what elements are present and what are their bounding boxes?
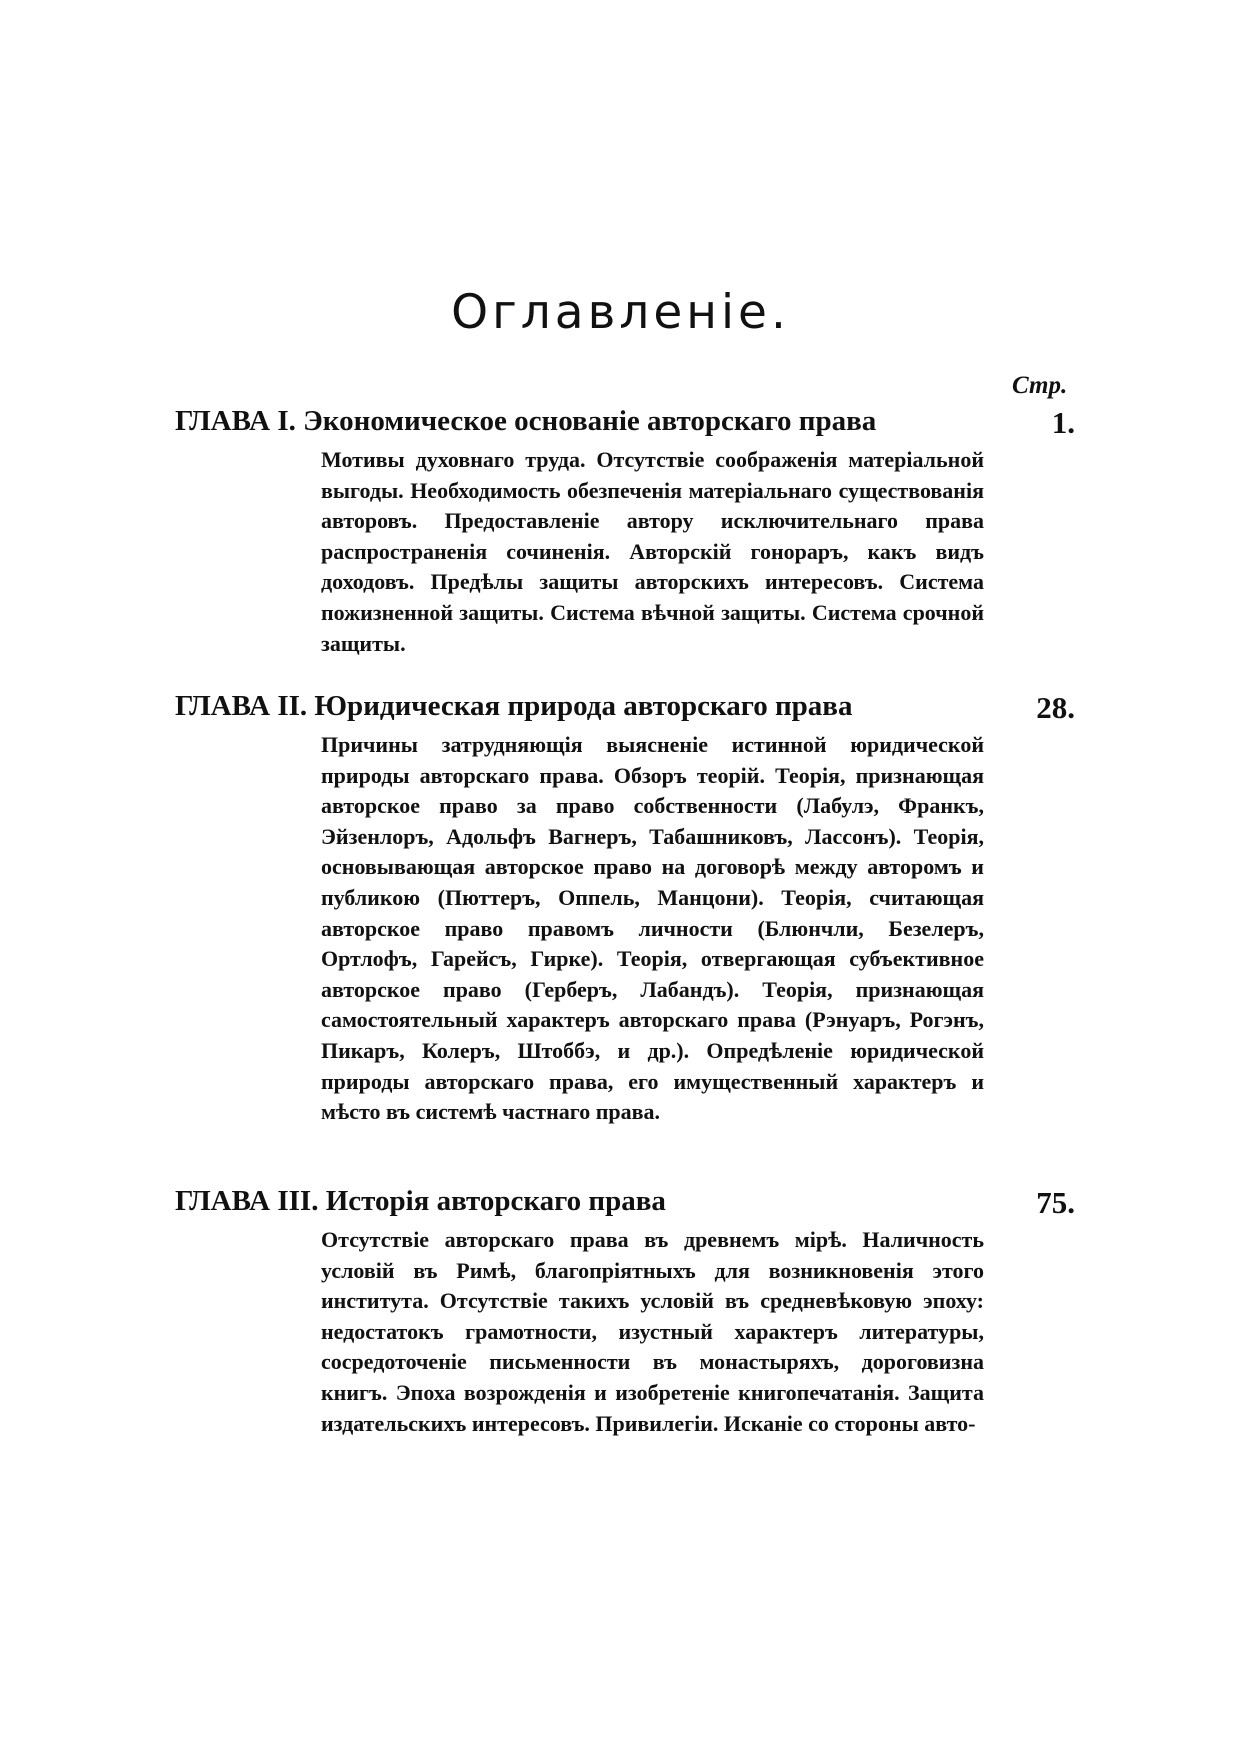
chapter-page-number: 28. xyxy=(1036,690,1075,725)
chapter-entry xyxy=(175,405,1075,659)
chapter-title: ГЛАВА I. Экономическое основаніе авторскаго права xyxy=(175,405,877,437)
chapter-heading-row xyxy=(175,1185,1075,1225)
chapter-entry xyxy=(175,690,1075,1128)
chapter-description: Причины затрудняющія выясненіе истинной юридической природы авторскаго права. Обзоръ теорій. Теорія, признающая авторское право за право собственности (Лабулэ, Франкъ, Эйзенлоръ, Адольфъ Вагнеръ, Табашниковъ, Ласcонъ). Теорія, основывающая авторское право на договорѣ между авторомъ и публикою (Пюттеръ, Оппель, Манцони). Теорія, считающая авторское право правомъ личности (Блюнчли, Безелеръ, Ортлофъ, Гарейсъ, Гирке). Теорія, отвергающая субъективное авторское право (Герберъ, Лабандъ). Теорія, признающая самостоятельный характеръ авторскаго права (Рэнуаръ, Рогэнъ, Пикаръ, Колеръ, Штоббэ, и др.). Опредѣленіе юридической природы авторскаго права, его имущественный характеръ и мѣсто въ системѣ частнаго права. xyxy=(321,732,984,1125)
chapter-heading-row xyxy=(175,690,1075,730)
chapter-page-number: 75. xyxy=(1036,1185,1075,1220)
chapter-title: ГЛАВА II. Юридическая природа авторскаго права xyxy=(175,690,853,722)
chapter-title: ГЛАВА III. Исторія авторскаго права xyxy=(175,1185,666,1217)
chapter-description: Отсутствіе авторскаго права въ древнемъ мірѣ. Наличность условій въ Римѣ, благопріятныхъ для возникновенія этого института. Отсутствіе такихъ условій въ средневѣковую эпоху: недостатокъ грамотности, изустный характеръ литературы, сосредоточеніе письменности въ монастыряхъ, дороговизна книгъ. Эпоха возрожденія и изобретеніе книгопечатанія. Защита издательскихъ интересовъ. Привилегіи. Исканіе со стороны авто- xyxy=(321,1227,984,1436)
chapter-page-number: 1. xyxy=(1051,405,1075,440)
chapter-heading-row xyxy=(175,405,1075,445)
chapter-entry xyxy=(175,1185,1075,1439)
page-title: Оглавленіе. xyxy=(451,285,790,340)
chapter-description: Мотивы духовнаго труда. Отсутствіе соображенія матеріальной выгоды. Необходимость обезпеченія матеріальнаго существованія авторовъ. Предоставленіе автору исключительнаго права распространенія сочиненія. Авторскій гонораръ, какъ видъ доходовъ. Предѣлы защиты авторскихъ интересовъ. Система пожизненной защиты. Система вѣчной защиты. Система срочной защиты. xyxy=(321,447,984,656)
page-column-label: Стр. xyxy=(1012,372,1068,399)
